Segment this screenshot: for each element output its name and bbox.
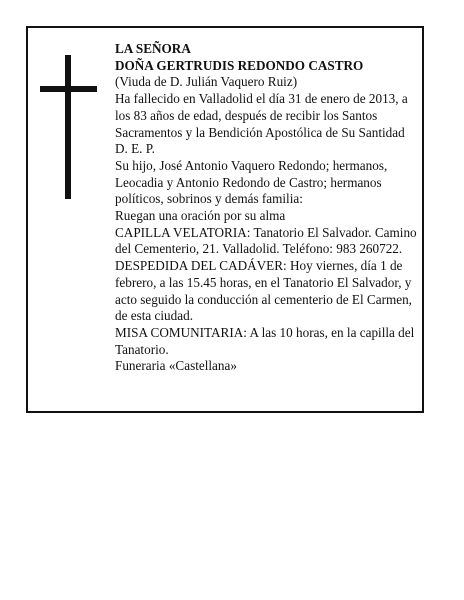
family-paragraph: Su hijo, José Antonio Vaquero Redondo; hermanos, Leocadia y Antonio Redondo de Castro; hermanos políticos, sobrinos y demás familia: (115, 157, 388, 207)
prayer-request: Ruegan una oración por su alma (115, 208, 286, 224)
death-paragraph: Ha fallecido en Valladolid el día 31 de enero de 2013, a los 83 años de edad, después de recibir los Santos Sacramentos y la Bendición Apostólica de Su Santidad D. E. P. (115, 91, 408, 157)
cross-horizontal-bar (40, 86, 97, 92)
farewell-paragraph: DESPEDIDA DEL CADÁVER: Hoy viernes, día 1 de febrero, a las 15.45 horas, en el Tanatorio El Salvador, y acto seguido la conducción al cementerio de El Carmen, de esta ciudad. (115, 258, 412, 324)
deceased-name: DOÑA GERTRUDIS REDONDO CASTRO (115, 57, 364, 73)
funeral-home: Funeraria «Castellana» (115, 358, 237, 374)
mass-paragraph: MISA COMUNITARIA: A las 10 horas, en la capilla del Tanatorio. (115, 324, 415, 357)
chapel-paragraph: CAPILLA VELATORIA: Tanatorio El Salvador. Camino del Cementerio, 21. Valladolid. Teléfono: 983 260722. (115, 224, 417, 257)
obituary-text (115, 41, 420, 375)
obituary-notice (26, 26, 424, 413)
cross-icon (40, 55, 97, 199)
cross-vertical-bar (65, 55, 71, 199)
heading-la-senora: LA SEÑORA (115, 41, 191, 56)
widow-of-line: (Viuda de D. Julián Vaquero Ruiz) (115, 74, 298, 90)
